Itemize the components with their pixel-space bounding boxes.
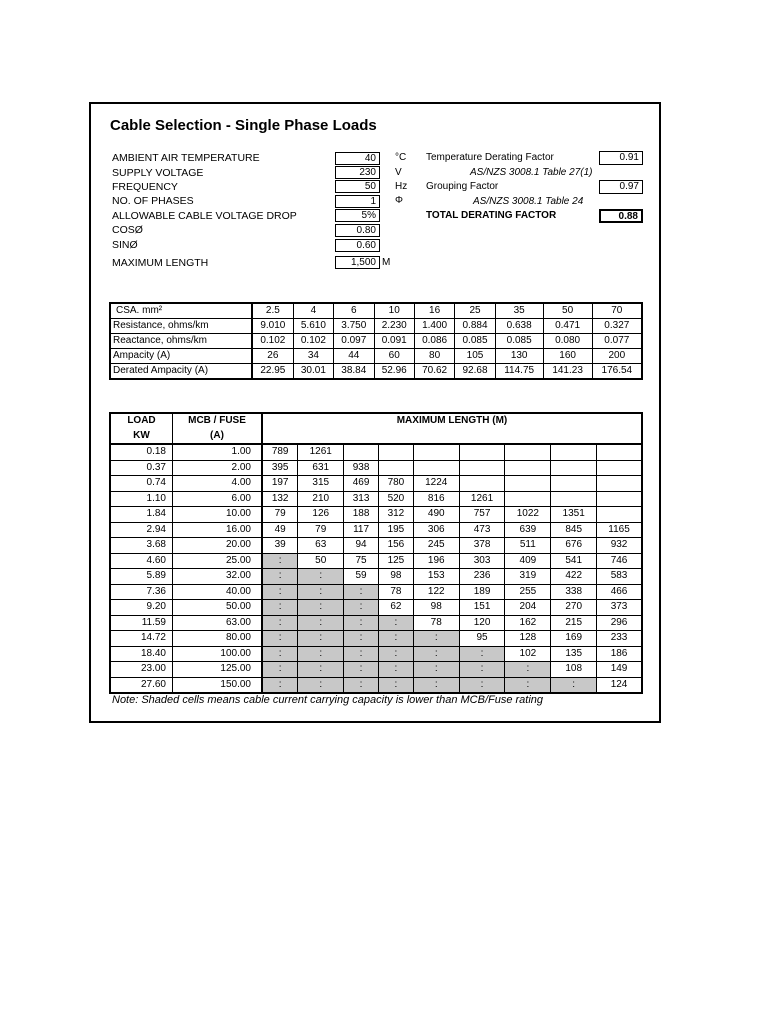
- length-cell: [551, 444, 597, 460]
- table-cell: 0.102: [293, 334, 333, 349]
- length-cell: 378: [459, 538, 505, 554]
- table-cell: 0.327: [592, 319, 642, 334]
- table-cell: 52.96: [374, 364, 414, 380]
- shaded-cell: :: [298, 646, 344, 662]
- table-cell: 200: [592, 349, 642, 364]
- table-row: [110, 615, 642, 631]
- length-cell: 270: [551, 600, 597, 616]
- table-cell: 0.091: [374, 334, 414, 349]
- mcb-header: MCB / FUSE: [173, 413, 263, 429]
- shaded-cell: :: [413, 631, 459, 647]
- table-cell: 38.84: [334, 364, 374, 380]
- shaded-cell: :: [262, 584, 298, 600]
- length-cell: 1261: [298, 444, 344, 460]
- load-kw-cell: 18.40: [110, 646, 173, 662]
- length-cell: 63: [298, 538, 344, 554]
- length-cell: 245: [413, 538, 459, 554]
- length-cell: 1224: [413, 476, 459, 492]
- shaded-cell: :: [378, 662, 413, 678]
- mcb-rating-cell: 150.00: [173, 677, 263, 693]
- table-cell: 176.54: [592, 364, 642, 380]
- length-cell: 338: [551, 584, 597, 600]
- length-cell: 50: [298, 553, 344, 569]
- table-row: [110, 476, 642, 492]
- length-cell: [597, 476, 642, 492]
- length-cell: 204: [505, 600, 551, 616]
- length-cell: 676: [551, 538, 597, 554]
- shaded-cell: :: [505, 662, 551, 678]
- length-cell: [597, 444, 642, 460]
- length-cell: 215: [551, 615, 597, 631]
- table-cell: 5.610: [293, 319, 333, 334]
- mcb-rating-cell: 50.00: [173, 600, 263, 616]
- table-header-cell: 70: [592, 303, 642, 319]
- grouping-factor-ref: AS/NZS 3008.1 Table 24: [473, 196, 584, 207]
- param-value-field[interactable]: 230: [335, 166, 380, 179]
- table-cell: 1.400: [414, 319, 454, 334]
- shaded-cell: :: [378, 677, 413, 693]
- table-header-cell: 10: [374, 303, 414, 319]
- length-cell: 62: [378, 600, 413, 616]
- shaded-cell: :: [262, 569, 298, 585]
- shaded-cell: :: [344, 677, 379, 693]
- length-cell: 124: [597, 677, 642, 693]
- table-header-cell: 16: [414, 303, 454, 319]
- page-title: Cable Selection - Single Phase Loads: [110, 117, 377, 134]
- table-row: [110, 584, 642, 600]
- load-kw-cell: 11.59: [110, 615, 173, 631]
- table-header-cell: 50: [543, 303, 592, 319]
- row-label: Resistance, ohms/km: [110, 319, 252, 334]
- table-cell: 3.750: [334, 319, 374, 334]
- load-kw-cell: 7.36: [110, 584, 173, 600]
- length-cell: [597, 491, 642, 507]
- length-cell: 473: [459, 522, 505, 538]
- table-cell: 141.23: [543, 364, 592, 380]
- length-cell: [378, 444, 413, 460]
- row-label: Ampacity (A): [110, 349, 252, 364]
- length-cell: 780: [378, 476, 413, 492]
- table-cell: 60: [374, 349, 414, 364]
- param-value-field[interactable]: 1,500: [335, 256, 380, 269]
- length-cell: 98: [378, 569, 413, 585]
- table-header-row: [110, 413, 642, 429]
- shaded-cell: :: [413, 677, 459, 693]
- table-row: [110, 349, 642, 364]
- max-length-table: [109, 412, 643, 694]
- load-kw-cell: 14.72: [110, 631, 173, 647]
- length-cell: 78: [378, 584, 413, 600]
- length-cell: [505, 460, 551, 476]
- param-label: ALLOWABLE CABLE VOLTAGE DROP: [112, 210, 297, 222]
- length-cell: 639: [505, 522, 551, 538]
- shaded-cell: :: [298, 662, 344, 678]
- table-row: [110, 677, 642, 693]
- length-cell: 541: [551, 553, 597, 569]
- shaded-cell: :: [262, 677, 298, 693]
- length-cell: 79: [262, 507, 298, 523]
- table-row: [110, 662, 642, 678]
- shaded-cell: :: [298, 600, 344, 616]
- table-cell: 0.085: [495, 334, 543, 349]
- length-cell: 520: [378, 491, 413, 507]
- table-header-cell: 35: [495, 303, 543, 319]
- table-row: [110, 522, 642, 538]
- length-cell: 236: [459, 569, 505, 585]
- shaded-cell: :: [344, 631, 379, 647]
- mcb-rating-cell: 1.00: [173, 444, 263, 460]
- load-kw-cell: 27.60: [110, 677, 173, 693]
- shaded-cell: :: [298, 569, 344, 585]
- table-header-cell: 25: [455, 303, 495, 319]
- length-cell: 757: [459, 507, 505, 523]
- length-cell: [459, 444, 505, 460]
- param-label: MAXIMUM LENGTH: [112, 257, 209, 269]
- mcb-rating-cell: 4.00: [173, 476, 263, 492]
- param-label: SINØ: [112, 239, 138, 251]
- param-label: AMBIENT AIR TEMPERATURE: [112, 152, 260, 164]
- length-cell: 422: [551, 569, 597, 585]
- table-row: [110, 646, 642, 662]
- shaded-cell: :: [378, 646, 413, 662]
- table-cell: 0.102: [252, 334, 293, 349]
- length-cell: 1351: [551, 507, 597, 523]
- cable-properties-table: [109, 302, 643, 380]
- length-cell: 195: [378, 522, 413, 538]
- mcb-rating-cell: 40.00: [173, 584, 263, 600]
- length-cell: 466: [597, 584, 642, 600]
- load-kw-cell: 9.20: [110, 600, 173, 616]
- grouping-factor-label: Grouping Factor: [426, 181, 499, 192]
- table-row: [110, 334, 642, 349]
- shaded-cell: :: [344, 646, 379, 662]
- table-row: [110, 631, 642, 647]
- length-cell: 1165: [597, 522, 642, 538]
- row-label: Derated Ampacity (A): [110, 364, 252, 380]
- length-cell: 79: [298, 522, 344, 538]
- length-cell: [551, 476, 597, 492]
- table-cell: 70.62: [414, 364, 454, 380]
- load-kw-cell: 5.89: [110, 569, 173, 585]
- length-cell: 132: [262, 491, 298, 507]
- param-value-field[interactable]: 1: [335, 195, 380, 208]
- length-cell: 108: [551, 662, 597, 678]
- grouping-factor-value[interactable]: 0.97: [599, 180, 643, 194]
- length-cell: [413, 444, 459, 460]
- table-row: [110, 553, 642, 569]
- param-label: NO. OF PHASES: [112, 195, 194, 207]
- shaded-cell: :: [298, 584, 344, 600]
- length-cell: 39: [262, 538, 298, 554]
- shaded-cell: :: [378, 631, 413, 647]
- length-cell: 186: [597, 646, 642, 662]
- length-cell: 315: [298, 476, 344, 492]
- table-cell: 26: [252, 349, 293, 364]
- table-cell: 34: [293, 349, 333, 364]
- length-cell: 122: [413, 584, 459, 600]
- load-header: LOAD: [110, 413, 173, 429]
- mcb-rating-cell: 25.00: [173, 553, 263, 569]
- length-cell: 153: [413, 569, 459, 585]
- table-row: [110, 319, 642, 334]
- param-unit: Hz: [395, 181, 408, 192]
- load-kw-cell: 3.68: [110, 538, 173, 554]
- length-cell: 938: [344, 460, 379, 476]
- row-label: Reactance, ohms/km: [110, 334, 252, 349]
- load-kw-cell: 1.84: [110, 507, 173, 523]
- temp-derating-ref: AS/NZS 3008.1 Table 27(1): [470, 167, 593, 178]
- load-unit-header: KW: [110, 429, 173, 445]
- length-cell: 188: [344, 507, 379, 523]
- shaded-cell: :: [378, 615, 413, 631]
- table-cell: 0.080: [543, 334, 592, 349]
- table-row: [110, 600, 642, 616]
- mcb-rating-cell: 16.00: [173, 522, 263, 538]
- shaded-cell: :: [262, 631, 298, 647]
- table-header-cell: 2.5: [252, 303, 293, 319]
- shaded-cell: :: [298, 631, 344, 647]
- length-cell: 631: [298, 460, 344, 476]
- param-value-field[interactable]: 50: [335, 180, 380, 193]
- table-cell: 0.097: [334, 334, 374, 349]
- mcb-rating-cell: 6.00: [173, 491, 263, 507]
- length-cell: 162: [505, 615, 551, 631]
- load-kw-cell: 2.94: [110, 522, 173, 538]
- length-cell: 296: [597, 615, 642, 631]
- table-header-cell: CSA. mm²: [110, 303, 252, 319]
- shaded-cell: :: [344, 600, 379, 616]
- table-row: [110, 364, 642, 380]
- param-label: COSØ: [112, 224, 143, 236]
- shaded-cell: :: [262, 553, 298, 569]
- param-unit: M: [382, 257, 391, 268]
- load-kw-cell: 1.10: [110, 491, 173, 507]
- param-value-field[interactable]: 0.60: [335, 239, 380, 252]
- table-cell: 0.471: [543, 319, 592, 334]
- length-cell: [459, 476, 505, 492]
- length-cell: 98: [413, 600, 459, 616]
- length-cell: [597, 507, 642, 523]
- shaded-cell: :: [298, 677, 344, 693]
- length-cell: 125: [378, 553, 413, 569]
- table-cell: 22.95: [252, 364, 293, 380]
- length-cell: 75: [344, 553, 379, 569]
- shaded-cell: :: [459, 646, 505, 662]
- table-header-cell: 4: [293, 303, 333, 319]
- table-cell: 44: [334, 349, 374, 364]
- length-cell: 469: [344, 476, 379, 492]
- param-value-field[interactable]: 40: [335, 152, 380, 165]
- mcb-rating-cell: 125.00: [173, 662, 263, 678]
- mcb-rating-cell: 63.00: [173, 615, 263, 631]
- mcb-rating-cell: 32.00: [173, 569, 263, 585]
- length-cell: 102: [505, 646, 551, 662]
- mcb-rating-cell: 100.00: [173, 646, 263, 662]
- length-cell: 126: [298, 507, 344, 523]
- length-cell: 932: [597, 538, 642, 554]
- table-row: [110, 460, 642, 476]
- shaded-cell: :: [344, 662, 379, 678]
- length-cell: 135: [551, 646, 597, 662]
- shaded-cell: :: [413, 646, 459, 662]
- length-cell: [378, 460, 413, 476]
- length-cell: 255: [505, 584, 551, 600]
- length-cell: 746: [597, 553, 642, 569]
- length-cell: [505, 444, 551, 460]
- table-cell: 105: [455, 349, 495, 364]
- length-cell: 319: [505, 569, 551, 585]
- mcb-rating-cell: 2.00: [173, 460, 263, 476]
- load-kw-cell: 0.18: [110, 444, 173, 460]
- load-kw-cell: 0.37: [110, 460, 173, 476]
- table-cell: 2.230: [374, 319, 414, 334]
- table-row: [110, 491, 642, 507]
- length-cell: [551, 460, 597, 476]
- shaded-cell: :: [551, 677, 597, 693]
- mcb-rating-cell: 80.00: [173, 631, 263, 647]
- temp-derating-label: Temperature Derating Factor: [426, 152, 554, 163]
- length-cell: 95: [459, 631, 505, 647]
- table-row: [110, 569, 642, 585]
- length-cell: 59: [344, 569, 379, 585]
- length-cell: 789: [262, 444, 298, 460]
- total-derating-label: TOTAL DERATING FACTOR: [426, 210, 557, 221]
- shaded-cell: :: [505, 677, 551, 693]
- length-cell: [344, 444, 379, 460]
- length-cell: 189: [459, 584, 505, 600]
- shaded-cell: :: [344, 584, 379, 600]
- length-cell: 303: [459, 553, 505, 569]
- length-cell: 845: [551, 522, 597, 538]
- table-row: [110, 444, 642, 460]
- param-label: FREQUENCY: [112, 181, 178, 193]
- length-cell: 128: [505, 631, 551, 647]
- length-cell: 117: [344, 522, 379, 538]
- table-cell: 0.638: [495, 319, 543, 334]
- table-cell: 92.68: [455, 364, 495, 380]
- length-cell: 490: [413, 507, 459, 523]
- length-cell: 816: [413, 491, 459, 507]
- length-cell: 409: [505, 553, 551, 569]
- table-row: [110, 538, 642, 554]
- mcb-rating-cell: 20.00: [173, 538, 263, 554]
- max-length-header: MAXIMUM LENGTH (M): [262, 413, 642, 444]
- length-cell: 313: [344, 491, 379, 507]
- load-kw-cell: 4.60: [110, 553, 173, 569]
- mcb-unit-header: (A): [173, 429, 263, 445]
- table-cell: 0.077: [592, 334, 642, 349]
- mcb-rating-cell: 10.00: [173, 507, 263, 523]
- load-kw-cell: 23.00: [110, 662, 173, 678]
- table-cell: 30.01: [293, 364, 333, 380]
- length-cell: 583: [597, 569, 642, 585]
- length-cell: 373: [597, 600, 642, 616]
- length-cell: 149: [597, 662, 642, 678]
- length-cell: 233: [597, 631, 642, 647]
- param-value-field[interactable]: 5%: [335, 209, 380, 222]
- table-cell: 0.884: [455, 319, 495, 334]
- length-cell: 1022: [505, 507, 551, 523]
- load-kw-cell: 0.74: [110, 476, 173, 492]
- length-cell: [505, 476, 551, 492]
- length-cell: 196: [413, 553, 459, 569]
- shaded-cell: :: [262, 615, 298, 631]
- table-row: [110, 303, 642, 319]
- table-cell: 160: [543, 349, 592, 364]
- table-cell: 0.086: [414, 334, 454, 349]
- length-cell: 312: [378, 507, 413, 523]
- table-header-cell: 6: [334, 303, 374, 319]
- length-cell: 78: [413, 615, 459, 631]
- length-cell: [597, 460, 642, 476]
- length-cell: 306: [413, 522, 459, 538]
- length-cell: 156: [378, 538, 413, 554]
- table-cell: 80: [414, 349, 454, 364]
- table-row: [110, 507, 642, 523]
- footnote: Note: Shaded cells means cable current carrying capacity is lower than MCB/Fuse rating: [112, 694, 544, 706]
- total-derating-value[interactable]: 0.88: [599, 209, 643, 223]
- length-cell: 151: [459, 600, 505, 616]
- shaded-cell: :: [262, 662, 298, 678]
- table-cell: 9.010: [252, 319, 293, 334]
- param-unit: Φ: [395, 195, 403, 206]
- temp-derating-value[interactable]: 0.91: [599, 151, 643, 165]
- param-unit: V: [395, 167, 402, 178]
- length-cell: [505, 491, 551, 507]
- length-cell: 94: [344, 538, 379, 554]
- param-unit: °C: [395, 152, 407, 163]
- shaded-cell: :: [459, 662, 505, 678]
- length-cell: 395: [262, 460, 298, 476]
- length-cell: 511: [505, 538, 551, 554]
- shaded-cell: :: [298, 615, 344, 631]
- shaded-cell: :: [344, 615, 379, 631]
- table-cell: 0.085: [455, 334, 495, 349]
- length-cell: [413, 460, 459, 476]
- length-cell: 49: [262, 522, 298, 538]
- table-cell: 130: [495, 349, 543, 364]
- length-cell: [551, 491, 597, 507]
- length-cell: 169: [551, 631, 597, 647]
- length-cell: 210: [298, 491, 344, 507]
- length-cell: 197: [262, 476, 298, 492]
- table-cell: 114.75: [495, 364, 543, 380]
- param-label: SUPPLY VOLTAGE: [112, 167, 204, 179]
- shaded-cell: :: [262, 646, 298, 662]
- shaded-cell: :: [459, 677, 505, 693]
- length-cell: 120: [459, 615, 505, 631]
- length-cell: [459, 460, 505, 476]
- length-cell: 1261: [459, 491, 505, 507]
- param-value-field[interactable]: 0.80: [335, 224, 380, 237]
- shaded-cell: :: [413, 662, 459, 678]
- shaded-cell: :: [262, 600, 298, 616]
